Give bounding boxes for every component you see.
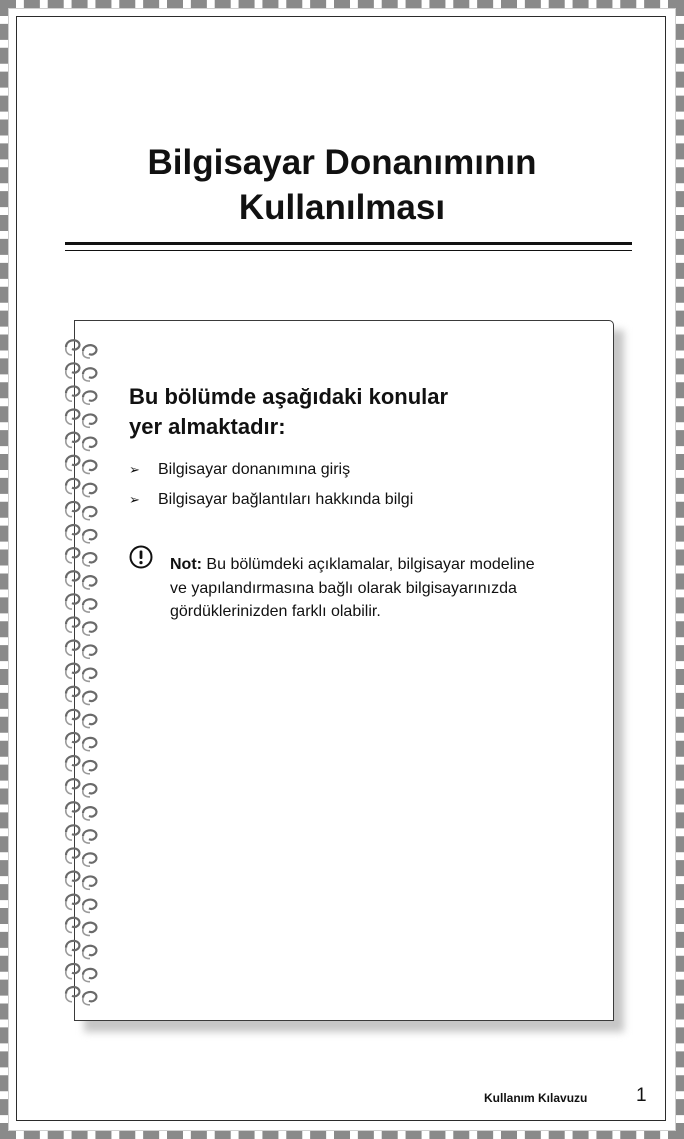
- title-divider: [65, 242, 632, 251]
- arrow-bullet-icon: ➢: [129, 492, 140, 507]
- chapter-title-line-2: Kullanılması: [238, 188, 446, 227]
- section-heading-line-1: Bu bölümde aşağıdaki konular: [129, 384, 449, 409]
- list-item: [129, 455, 569, 485]
- note-body: Bu bölümdeki açıklamalar, bilgisayar modeline ve yapılandırmasına bağlı olarak bilgisayarınızda gördüklerinizden farklı olabilir.: [170, 556, 535, 620]
- arrow-bullet-icon: ➢: [129, 462, 140, 477]
- section-heading-line-2: yer almaktadır:: [129, 414, 286, 439]
- list-item-text: Bilgisayar bağlantıları hakkında bilgi: [158, 491, 414, 508]
- note-label: Not:: [170, 556, 202, 573]
- footer-title: Kullanım Kılavuzu: [484, 1091, 588, 1105]
- chapter-title-line-1: Bilgisayar Donanımının: [147, 143, 537, 182]
- exclamation-circle-icon: [129, 545, 153, 569]
- topic-list: [129, 455, 569, 515]
- page-number: 1: [636, 1085, 647, 1106]
- section-heading: [129, 382, 549, 442]
- spiral-binding-icon: [62, 337, 102, 1007]
- note-text: [170, 553, 550, 624]
- list-item: [129, 485, 569, 515]
- list-item-text: Bilgisayar donanımına giriş: [158, 461, 351, 478]
- chapter-title: [0, 140, 684, 230]
